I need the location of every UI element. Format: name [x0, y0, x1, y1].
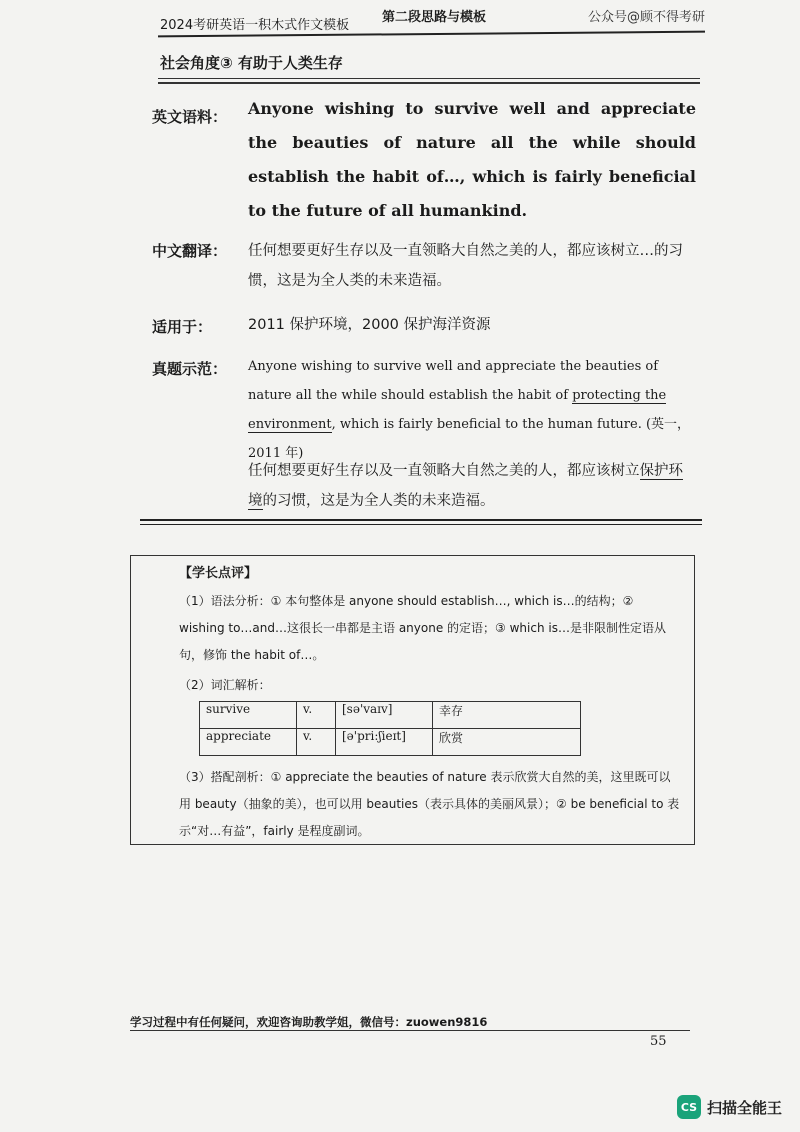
real-example-zh-after: 的习惯，这是为全人类的未来造福。 [262, 493, 495, 509]
vocab-word: survive [200, 702, 297, 729]
english-material-text: Anyone wishing to survive well and appreciate the beauties of nature all the while should establish the habit of…, which is fairly beneficial to the future of all humankind. [248, 99, 696, 220]
vocab-phonetic: [ə'pri:ʃieɪt] [336, 729, 433, 756]
vocab-pos: v. [297, 729, 336, 756]
section-separator-thin [140, 524, 702, 525]
real-example-en-before: Anyone wishing to survive well and appreciate the beauties of nature all the while should establish the habit of [248, 359, 659, 403]
real-example-chinese [248, 456, 696, 516]
real-example-zh-underlined: 保护环境 [248, 463, 683, 509]
table-row [200, 729, 581, 756]
collocation-analysis: （3）搭配剖析：① appreciate the beauties of nature 表示欣赏大自然的美，这里既可以用 beauty（抽象的美），也可以用 beauties（表示具体的美丽风景）；② be beneficial to 表示“对…有益”，fairly 是程度副词。 [179, 770, 680, 838]
real-example-zh-before: 任何想要更好生存以及一直领略大自然之美的人，都应该树立 [248, 463, 640, 479]
title-divider-thick [158, 82, 700, 84]
footer-text: 学习过程中有任何疑问，欢迎咨询助教学姐，微信号：zuowen9816 [130, 1015, 488, 1029]
header-left: 2024考研英语一积木式作文模板 [160, 18, 350, 33]
real-example-label: 真题示范： [152, 360, 228, 378]
footer-divider [130, 1030, 690, 1031]
english-material-label: 英文语料： [152, 108, 228, 126]
title-divider [158, 78, 700, 79]
review-box-title: 【学长点评】 [179, 566, 258, 581]
applicable-label: 适用于： [152, 318, 213, 336]
page-number: 55 [650, 1034, 667, 1049]
vocab-table [199, 701, 581, 756]
review-box [130, 555, 695, 845]
grammar-analysis: （1）语法分析：① 本句整体是 anyone should establish…, which is…的结构；② wishing to…and…这很长一串都是主语 anyone 的定语；③ which is…是非限制性定语从句，修饰 the habit of…。 [179, 594, 666, 662]
scanner-watermark [677, 1094, 782, 1120]
table-row [200, 702, 581, 729]
camscanner-logo-icon: CS [677, 1095, 701, 1119]
page-header [160, 6, 705, 34]
header-center: 第二段思路与模板 [382, 10, 487, 25]
vocab-pos: v. [297, 702, 336, 729]
vocab-phonetic: [sə'vaɪv] [336, 702, 433, 729]
vocab-meaning: 幸存 [433, 702, 581, 729]
watermark-text: 扫描全能王 [706, 1098, 782, 1117]
chinese-translation-text: 任何想要更好生存以及一直领略大自然之美的人，都应该树立…的习惯，这是为全人类的未来造福。 [248, 243, 683, 289]
vocab-title: （2）词汇解析： [179, 678, 271, 692]
vocab-meaning: 欣赏 [433, 729, 581, 756]
real-example-en-after: , which is fairly beneficial to the human future. (英一，2011 年) [248, 417, 691, 461]
real-example-english [248, 352, 696, 468]
section-title: 社会角度③ 有助于人类生存 [160, 54, 343, 72]
section-separator [140, 519, 702, 521]
header-right: 公众号@顾不得考研 [587, 10, 705, 25]
chinese-translation-label: 中文翻译： [152, 242, 228, 260]
vocab-word: appreciate [200, 729, 297, 756]
real-example-en-underlined: protecting the environment [248, 388, 667, 432]
applicable-text: 2011 保护环境，2000 保护海洋资源 [248, 317, 491, 333]
